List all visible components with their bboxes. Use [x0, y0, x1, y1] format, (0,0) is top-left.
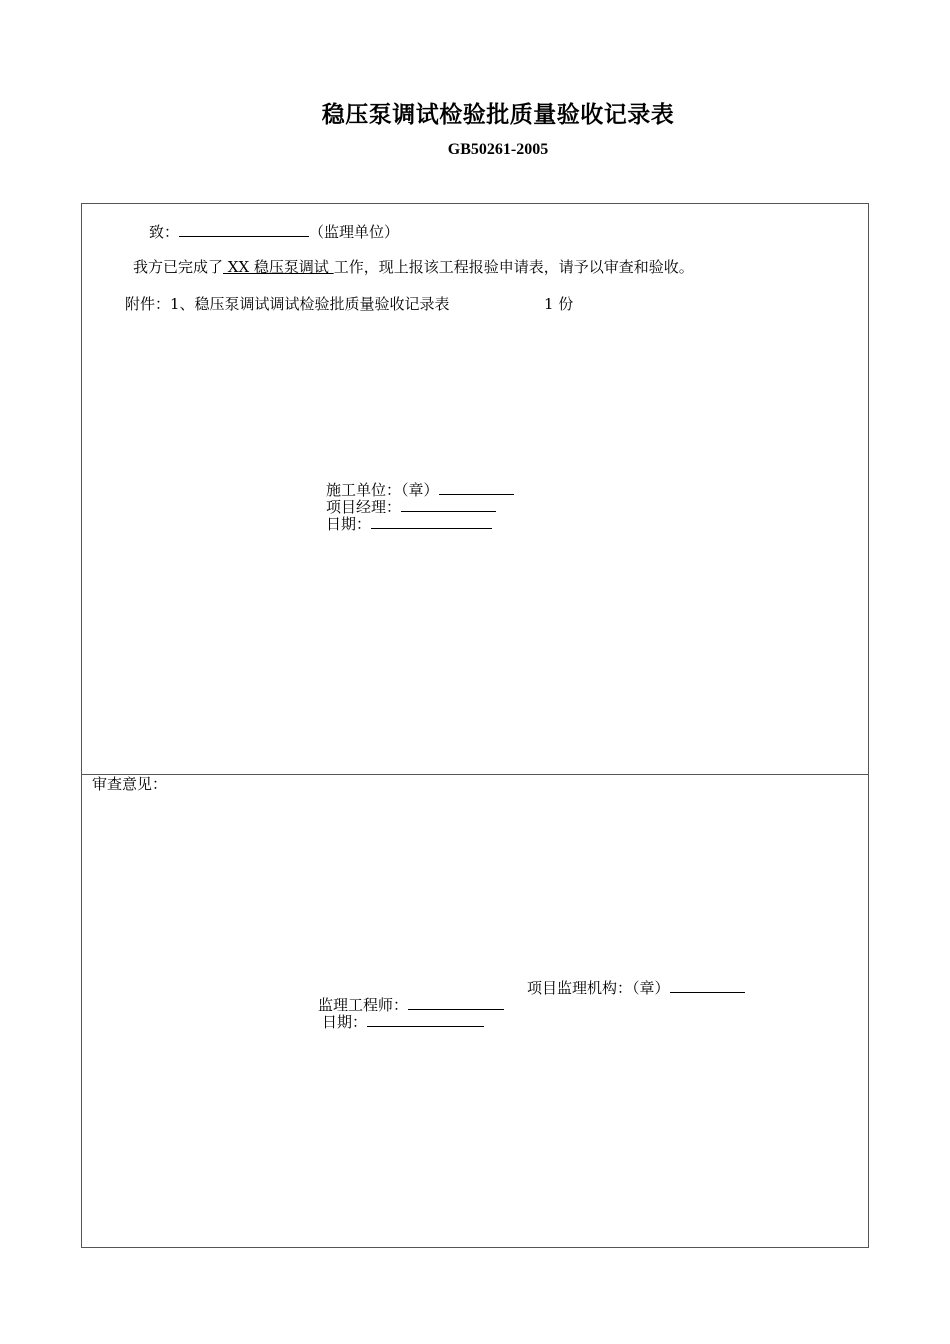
- work-item: XX 稳压泵调试: [223, 258, 334, 276]
- review-date-label: 日期：: [322, 1013, 368, 1031]
- page-title: 稳压泵调试检验批质量验收记录表: [321, 102, 675, 128]
- standard-code: GB50261-2005: [447, 141, 549, 158]
- manager-label: 项目经理：: [326, 498, 402, 516]
- contractor-blank[interactable]: [439, 480, 514, 495]
- attachment-count: 1 份: [544, 295, 574, 313]
- review-date-blank[interactable]: [367, 1012, 484, 1027]
- review-date-row: [322, 1012, 484, 1031]
- engineer-blank[interactable]: [408, 995, 504, 1010]
- form-frame: [81, 203, 869, 1248]
- agency-blank[interactable]: [670, 978, 745, 993]
- addressee-blank[interactable]: [179, 222, 309, 237]
- opinion-label: 审查意见：: [92, 775, 168, 793]
- engineer-label: 监理工程师：: [318, 996, 409, 1014]
- statement-prefix: 我方已完成了: [133, 258, 224, 276]
- application-date-row: [326, 514, 492, 533]
- agency-row: [527, 978, 745, 997]
- attachment-label: 附件：1、稳压泵调试调试检验批质量验收记录表: [125, 295, 450, 313]
- manager-blank[interactable]: [401, 497, 496, 512]
- statement-row: [133, 259, 694, 276]
- statement-suffix: 工作，现上报该工程报验申请表，请予以审查和验收。: [333, 258, 694, 276]
- to-label: 致：: [149, 223, 180, 241]
- application-date-label: 日期：: [326, 515, 372, 533]
- contractor-label: 施工单位：（章）: [326, 481, 439, 499]
- application-date-blank[interactable]: [371, 514, 492, 529]
- section-divider: [81, 774, 869, 775]
- agency-label: 项目监理机构：（章）: [527, 979, 670, 997]
- addressee-row: [149, 222, 399, 241]
- to-suffix: （监理单位）: [309, 223, 400, 241]
